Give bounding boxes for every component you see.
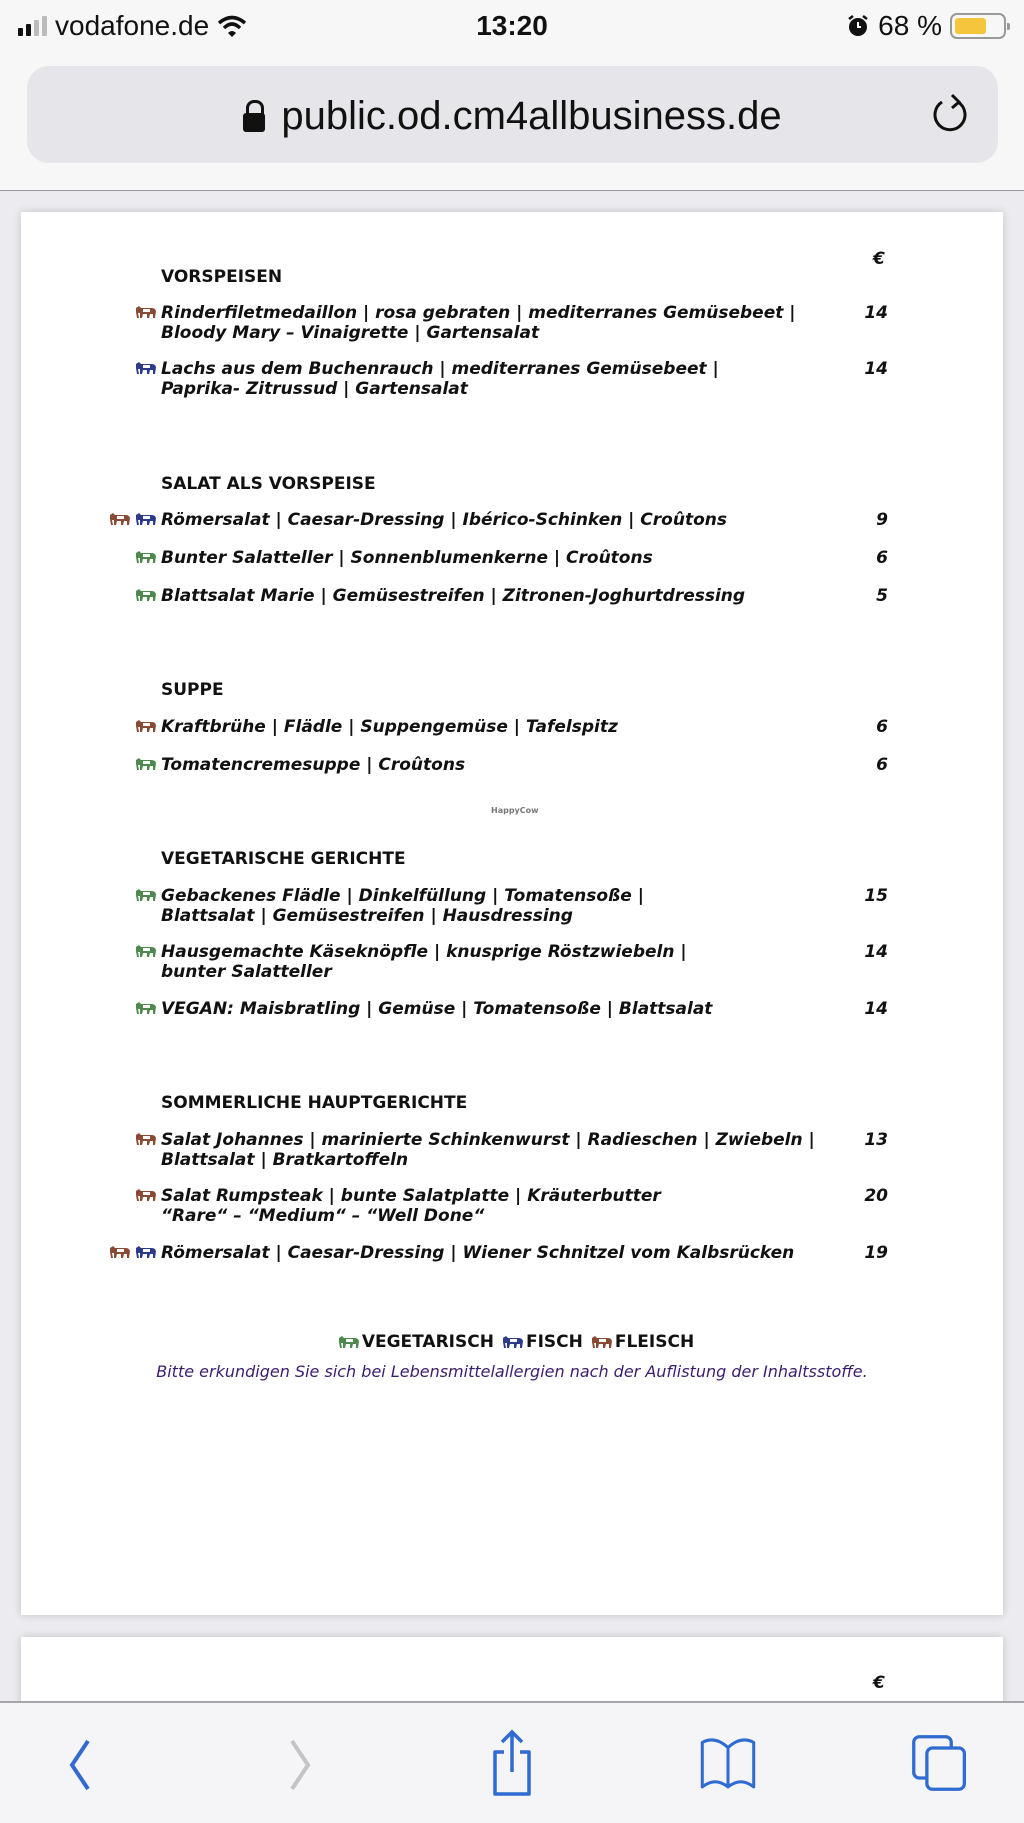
browser-toolbar bbox=[0, 1701, 1024, 1823]
menu-item-price: 14 bbox=[864, 359, 888, 379]
fisch-cow-icon bbox=[135, 361, 157, 375]
diet-tags bbox=[135, 888, 157, 902]
currency-header: € bbox=[873, 249, 885, 269]
menu-item-price: 14 bbox=[864, 303, 888, 323]
diet-tags bbox=[135, 1188, 157, 1202]
back-button[interactable] bbox=[50, 1733, 110, 1793]
forward-button[interactable] bbox=[270, 1733, 330, 1793]
fleisch-cow-icon bbox=[135, 1132, 157, 1146]
diet-tags bbox=[135, 1132, 157, 1146]
menu-item-description bbox=[161, 303, 796, 343]
reload-icon[interactable] bbox=[928, 92, 972, 136]
section-title: SUPPE bbox=[161, 680, 224, 700]
vegetarisch-cow-icon bbox=[338, 1335, 360, 1349]
description-line-1: Tomatencremesuppe | Croûtons bbox=[161, 755, 466, 775]
description-line-1: Gebackenes Flädle | Dinkelfüllung | Tomatensoße | bbox=[161, 886, 644, 906]
description-line-1: Hausgemachte Käseknöpfle | knusprige Röstzwiebeln | bbox=[161, 942, 687, 962]
diet-tags bbox=[135, 757, 157, 771]
legend-label-fleisch: FLEISCH bbox=[614, 1332, 695, 1352]
menu-item-price: 9 bbox=[876, 510, 888, 530]
description-line-1: Römersalat | Caesar-Dressing | Wiener Schnitzel vom Kalbsrücken bbox=[161, 1243, 795, 1263]
menu-item-description bbox=[161, 942, 687, 982]
menu-item-description bbox=[161, 886, 644, 926]
section-title: SOMMERLICHE HAUPTGERICHTE bbox=[161, 1093, 468, 1113]
bookmarks-button[interactable] bbox=[698, 1733, 758, 1793]
tabs-icon bbox=[910, 1731, 970, 1795]
carrier-name: vodafone.de bbox=[55, 10, 210, 41]
share-icon bbox=[484, 1728, 540, 1798]
vegetarisch-cow-icon bbox=[135, 588, 157, 602]
description-line-2: “Rare“ – “Medium“ – “Well Done“ bbox=[161, 1206, 485, 1226]
menu-item-description bbox=[161, 548, 653, 568]
page-viewport[interactable] bbox=[0, 191, 1024, 1701]
description-line-1: Lachs aus dem Buchenrauch | mediterranes Gemüsebeet | bbox=[161, 359, 719, 379]
menu-item-description bbox=[161, 717, 618, 737]
vegetarisch-cow-icon bbox=[135, 944, 157, 958]
fleisch-cow-icon bbox=[135, 719, 157, 733]
legend-label-fisch: FISCH bbox=[525, 1332, 583, 1352]
forward-icon bbox=[280, 1735, 320, 1791]
description-line-1: Bunter Salatteller | Sonnenblumenkerne | Croûtons bbox=[161, 548, 653, 568]
section-title: VORSPEISEN bbox=[161, 267, 283, 287]
legend bbox=[21, 1332, 1003, 1352]
fleisch-cow-icon bbox=[135, 1188, 157, 1202]
menu-item-price: 14 bbox=[864, 942, 888, 962]
diet-tags bbox=[135, 588, 157, 602]
vegetarisch-cow-icon bbox=[135, 1001, 157, 1015]
menu-item-description bbox=[161, 1186, 661, 1226]
browser-address-area bbox=[0, 58, 1024, 191]
currency-header-next: € bbox=[873, 1673, 885, 1693]
battery-percent: 68 % bbox=[878, 10, 942, 41]
share-button[interactable] bbox=[482, 1733, 542, 1793]
menu-item-price: 19 bbox=[864, 1243, 888, 1263]
menu-page bbox=[21, 212, 1003, 1615]
diet-tags bbox=[135, 305, 157, 319]
vegetarisch-cow-icon bbox=[135, 888, 157, 902]
menu-item-description bbox=[161, 1130, 815, 1170]
menu-item-description bbox=[161, 1243, 794, 1263]
fleisch-cow-icon bbox=[109, 512, 131, 526]
back-icon bbox=[60, 1735, 100, 1791]
section-title: SALAT ALS VORSPEISE bbox=[161, 474, 376, 494]
allergy-note: Bitte erkundigen Sie sich bei Lebensmittelallergien nach der Auflistung der Inhaltsstoffe. bbox=[156, 1362, 868, 1381]
vegetarisch-cow-icon bbox=[135, 550, 157, 564]
description-line-1: Blattsalat Marie | Gemüsestreifen | Zitronen-Joghurtdressing bbox=[161, 586, 746, 606]
bookmarks-icon bbox=[698, 1731, 758, 1795]
menu-item-price: 13 bbox=[864, 1130, 888, 1150]
diet-tags bbox=[135, 719, 157, 733]
section-title: VEGETARISCHE GERICHTE bbox=[161, 849, 406, 869]
menu-item-description bbox=[161, 586, 745, 606]
happycow-watermark: HappyCow bbox=[491, 806, 539, 815]
fleisch-cow-icon bbox=[109, 1245, 131, 1259]
fisch-cow-icon bbox=[502, 1335, 524, 1349]
vegetarisch-cow-icon bbox=[135, 757, 157, 771]
menu-item-price: 5 bbox=[876, 586, 888, 606]
diet-tags bbox=[135, 944, 157, 958]
diet-tags bbox=[135, 1001, 157, 1015]
diet-tags bbox=[109, 512, 157, 526]
description-line-1: VEGAN: Maisbratling | Gemüse | Tomatensoße | Blattsalat bbox=[161, 999, 713, 1019]
description-line-2: Bloody Mary – Vinaigrette | Gartensalat bbox=[161, 323, 540, 343]
description-line-2: Blattsalat | Bratkartoffeln bbox=[161, 1150, 409, 1170]
battery-icon bbox=[950, 13, 1006, 39]
status-bar bbox=[0, 0, 1024, 58]
menu-page-next bbox=[21, 1637, 1003, 1701]
menu-item-description bbox=[161, 755, 465, 775]
url-text[interactable]: public.od.cm4allbusiness.de bbox=[281, 93, 782, 138]
legend-label-vegetarisch: VEGETARISCH bbox=[361, 1332, 494, 1352]
lock-icon bbox=[243, 100, 265, 132]
menu-item-price: 6 bbox=[876, 548, 888, 568]
description-line-2: Blattsalat | Gemüsestreifen | Hausdressing bbox=[161, 906, 573, 926]
tabs-button[interactable] bbox=[910, 1733, 970, 1793]
clock: 13:20 bbox=[476, 10, 548, 41]
menu-item-description bbox=[161, 510, 727, 530]
menu-item-price: 20 bbox=[864, 1186, 888, 1206]
menu-item-price: 15 bbox=[864, 886, 888, 906]
menu-item-description bbox=[161, 999, 712, 1019]
description-line-1: Rinderfiletmedaillon | rosa gebraten | mediterranes Gemüsebeet | bbox=[161, 303, 796, 323]
address-bar[interactable] bbox=[27, 66, 998, 163]
description-line-2: Paprika- Zitrussud | Gartensalat bbox=[161, 379, 468, 399]
menu-item-price: 6 bbox=[876, 755, 888, 775]
fleisch-cow-icon bbox=[135, 305, 157, 319]
description-line-1: Salat Rumpsteak | bunte Salatplatte | Kräuterbutter bbox=[161, 1186, 661, 1206]
menu-item-price: 6 bbox=[876, 717, 888, 737]
description-line-1: Römersalat | Caesar-Dressing | Ibérico-Schinken | Croûtons bbox=[161, 510, 727, 530]
alarm-icon bbox=[846, 14, 870, 38]
fisch-cow-icon bbox=[135, 1245, 157, 1259]
fisch-cow-icon bbox=[135, 512, 157, 526]
description-line-1: Kraftbrühe | Flädle | Suppengemüse | Tafelspitz bbox=[161, 717, 618, 737]
diet-tags bbox=[109, 1245, 157, 1259]
menu-item-price: 14 bbox=[864, 999, 888, 1019]
menu-item-description bbox=[161, 359, 719, 399]
diet-tags bbox=[135, 361, 157, 375]
diet-tags bbox=[135, 550, 157, 564]
description-line-1: Salat Johannes | marinierte Schinkenwurst | Radieschen | Zwiebeln | bbox=[161, 1130, 815, 1150]
description-line-2: bunter Salatteller bbox=[161, 962, 332, 982]
fleisch-cow-icon bbox=[591, 1335, 613, 1349]
